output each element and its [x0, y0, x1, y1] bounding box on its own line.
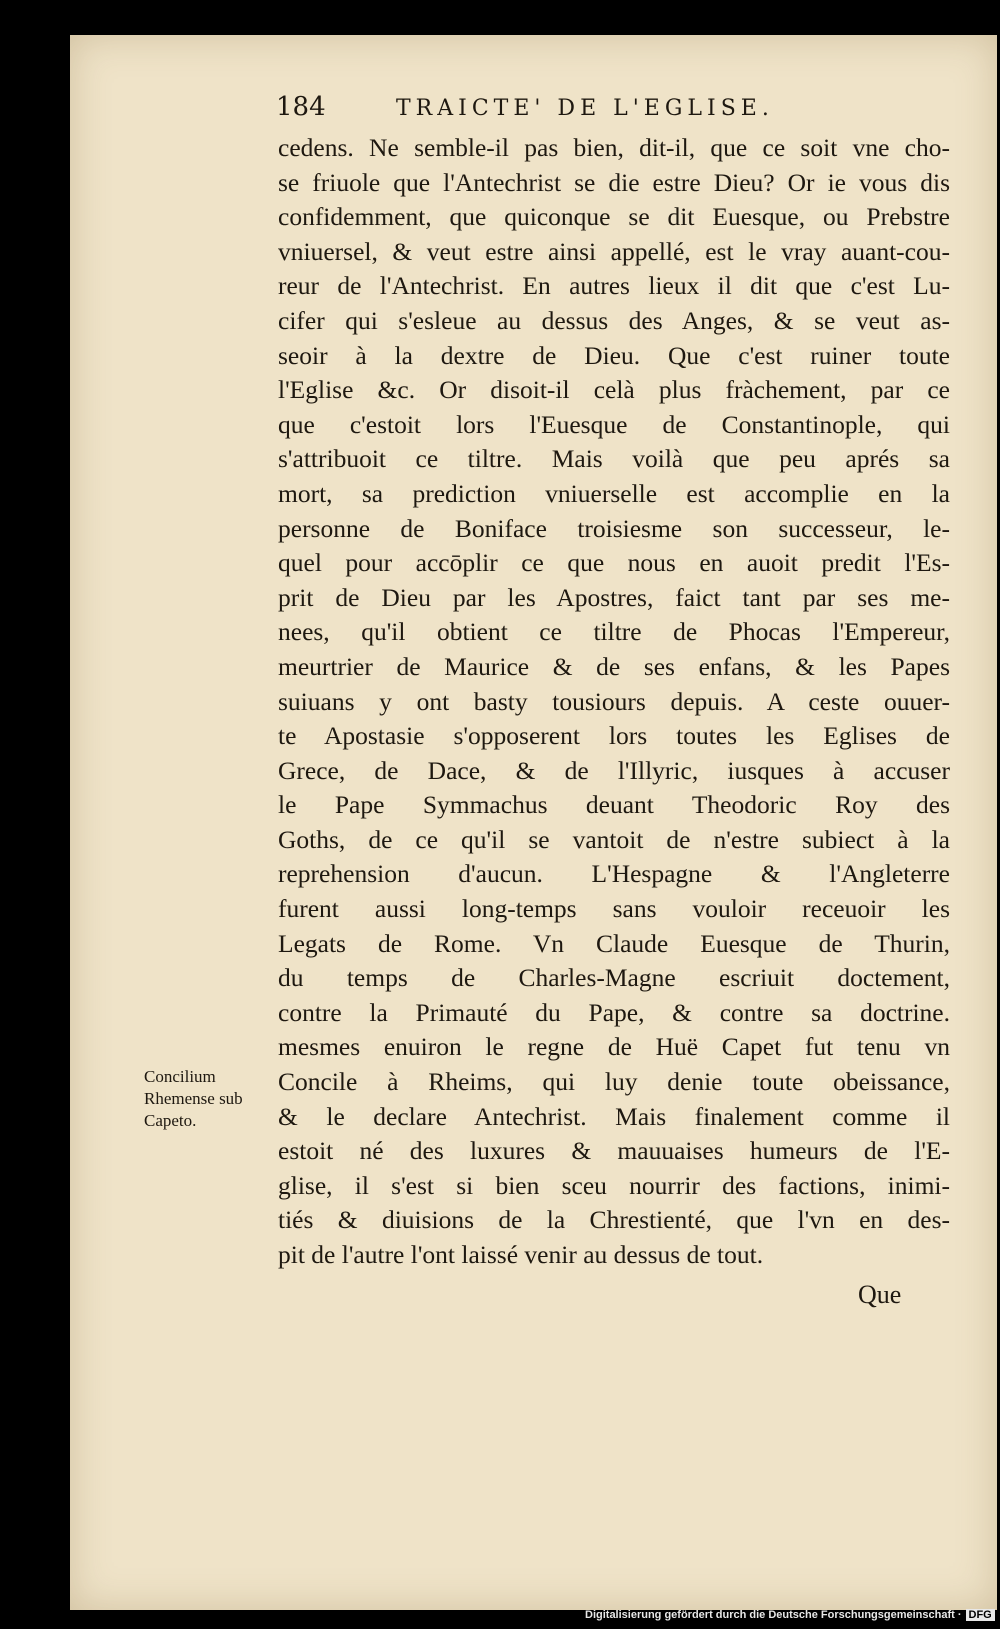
text-line: mesmes enuiron le regne de Huë Capet fut tenu vn: [278, 1032, 950, 1062]
digitization-credit: [585, 1609, 1000, 1627]
text-line: cifer qui s'esleue au dessus des Anges, & se veut as-: [278, 305, 950, 335]
text-line: glise, il s'est si bien sceu nourrir des factions, inimi-: [278, 1170, 950, 1200]
margin-note-line: Rhemense sub: [144, 1089, 243, 1108]
text-line: reur de l'Antechrist. En autres lieux il dit que c'est Lu-: [278, 271, 950, 301]
text-line: nees, qu'il obtient ce tiltre de Phocas l'Empereur,: [278, 617, 950, 647]
text-line: le Pape Symmachus deuant Theodoric Roy des: [278, 790, 950, 820]
catchword: Que: [858, 1280, 902, 1309]
text-line: Concile à Rheims, qui luy denie toute obeissance,: [278, 1067, 950, 1097]
text-line: reprehension d'aucun. L'Hespagne & l'Angleterre: [278, 859, 950, 889]
text-line: se friuole que l'Antechrist se die estre Dieu? Or ie vous dis: [278, 167, 950, 197]
text-line: vniuersel, & veut estre ainsi appellé, est le vray auant-cou-: [278, 236, 950, 266]
running-title: TRAICTE' DE L'EGLISE.: [396, 96, 774, 121]
text-line: s'attribuoit ce tiltre. Mais voilà que peu aprés sa: [278, 444, 950, 474]
text-line: suiuans y ont basty tousiours depuis. A ceste ouuer-: [278, 686, 950, 716]
text-line: confidemment, que quiconque se dit Euesque, ou Prebstre: [278, 202, 950, 232]
text-line: l'Eglise &c. Or disoit-il celà plus fràchement, par ce: [278, 375, 950, 405]
body-text: [278, 131, 950, 1273]
margin-note-line: Capeto.: [144, 1111, 197, 1130]
margin-note-line: Concilium: [144, 1067, 216, 1086]
text-line: meurtrier de Maurice & de ses enfans, & les Papes: [278, 651, 950, 681]
page-number: 184: [276, 92, 326, 122]
dfg-logo: DFG: [966, 1609, 995, 1621]
credit-text: Digitalisierung gefördert durch die Deutsche Forschungsgemeinschaft ·: [585, 1609, 962, 1621]
text-line: que c'estoit lors l'Euesque de Constantinople, qui: [278, 409, 950, 439]
text-line: pit de l'autre l'ont laissé venir au dessus de tout.: [278, 1240, 764, 1269]
text-line: Goths, de ce qu'il se vantoit de n'estre subiect à la: [278, 824, 950, 854]
text-line: tiés & diuisions de la Chrestienté, que l'vn en des-: [278, 1205, 950, 1235]
text-line: quel pour accōplir ce que nous en auoit predit l'Es-: [278, 548, 950, 578]
text-line: seoir à la dextre de Dieu. Que c'est ruiner toute: [278, 340, 950, 370]
page-header: [276, 92, 916, 128]
text-line: prit de Dieu par les Apostres, faict tant par ses me-: [278, 582, 950, 612]
text-line: cedens. Ne semble-il pas bien, dit-il, que ce soit vne cho-: [278, 133, 950, 162]
text-line: furent aussi long-temps sans vouloir receuoir les: [278, 894, 950, 924]
text-line: te Apostasie s'opposerent lors toutes les Eglises de: [278, 721, 950, 751]
text-line: Legats de Rome. Vn Claude Euesque de Thurin,: [278, 928, 950, 958]
text-line: contre la Primauté du Pape, & contre sa doctrine.: [278, 997, 950, 1027]
text-line: estoit né des luxures & mauuaises humeurs de l'E-: [278, 1136, 950, 1166]
text-line: mort, sa prediction vniuerselle est accomplie en la: [278, 478, 950, 508]
text-line: du temps de Charles-Magne escriuit doctement,: [278, 963, 950, 993]
text-line: & le declare Antechrist. Mais finalement comme il: [278, 1101, 950, 1131]
text-line: Grece, de Dace, & de l'Illyric, iusques à accuser: [278, 755, 950, 785]
text-line: personne de Boniface troisiesme son successeur, le-: [278, 513, 950, 543]
margin-note: [144, 1066, 284, 1132]
